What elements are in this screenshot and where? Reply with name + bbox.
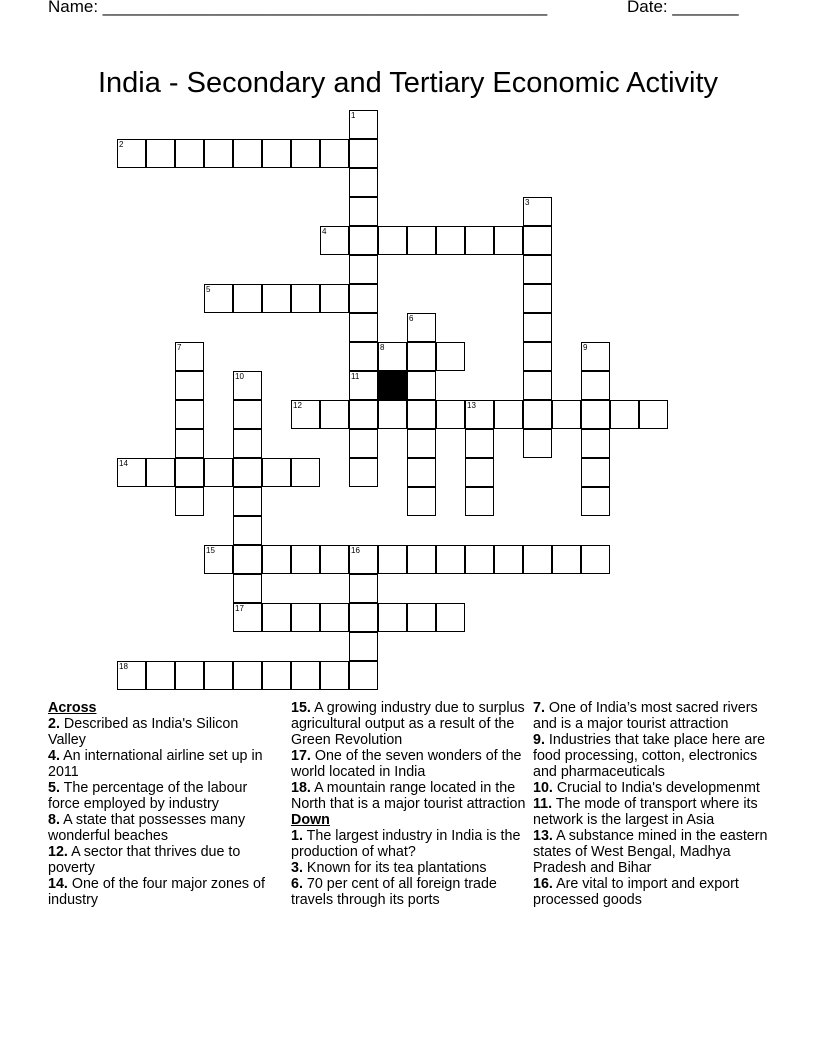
crossword-cell[interactable] xyxy=(262,603,291,632)
crossword-cell[interactable] xyxy=(349,226,378,255)
crossword-black-cell xyxy=(378,371,407,400)
crossword-cell[interactable] xyxy=(320,139,349,168)
crossword-cell[interactable] xyxy=(523,313,552,342)
crossword-cell[interactable] xyxy=(204,139,233,168)
crossword-cell[interactable] xyxy=(610,400,639,429)
crossword-cell[interactable] xyxy=(117,139,146,168)
crossword-cell[interactable] xyxy=(552,400,581,429)
clue-across-8: 8. A state that possesses many wonderful beaches xyxy=(48,812,246,844)
cell-number: 7 xyxy=(177,343,182,352)
crossword-cell[interactable] xyxy=(465,458,494,487)
cell-number: 14 xyxy=(119,459,128,468)
crossword-cell[interactable] xyxy=(262,661,291,690)
clue-across-18: 18. A mountain range located in the North that is a major tourist attraction xyxy=(291,780,526,812)
crossword-cell[interactable] xyxy=(262,284,291,313)
crossword-cell[interactable] xyxy=(523,197,552,226)
clue-across-14: 14. One of the four major zones of industry xyxy=(48,876,265,908)
crossword-cell[interactable] xyxy=(233,574,262,603)
clue-across-5: 5. The percentage of the labour force employed by industry xyxy=(48,780,248,812)
clue-across-12: 12. A sector that thrives due to poverty xyxy=(48,844,241,876)
date-field-line: Date: _______ xyxy=(627,0,739,16)
crossword-cell[interactable] xyxy=(436,342,465,371)
crossword-cell[interactable] xyxy=(436,603,465,632)
clue-down-11: 11. The mode of transport where its network is the largest in Asia xyxy=(533,796,758,828)
crossword-cell[interactable] xyxy=(349,574,378,603)
crossword-cell[interactable] xyxy=(436,226,465,255)
crossword-cell[interactable] xyxy=(436,545,465,574)
crossword-cell[interactable] xyxy=(117,458,146,487)
crossword-cell[interactable] xyxy=(233,487,262,516)
crossword-cell[interactable] xyxy=(639,400,668,429)
crossword-cell[interactable] xyxy=(407,226,436,255)
crossword-cell[interactable] xyxy=(291,545,320,574)
crossword-cell[interactable] xyxy=(581,545,610,574)
clue-down-3: 3. Known for its tea plantations xyxy=(291,860,487,876)
crossword-cell[interactable] xyxy=(146,661,175,690)
crossword-cell[interactable] xyxy=(349,632,378,661)
crossword-cell[interactable] xyxy=(378,545,407,574)
crossword-cell[interactable] xyxy=(175,342,204,371)
cell-number: 3 xyxy=(525,198,530,207)
crossword-cell[interactable] xyxy=(175,487,204,516)
crossword-cell[interactable] xyxy=(552,545,581,574)
crossword-cell[interactable] xyxy=(291,603,320,632)
crossword-cell[interactable] xyxy=(291,400,320,429)
cell-number: 9 xyxy=(583,343,588,352)
clue-down-1: 1. The largest industry in India is the production of what? xyxy=(291,828,521,860)
crossword-cell[interactable] xyxy=(407,371,436,400)
crossword-cell[interactable] xyxy=(349,400,378,429)
crossword-cell[interactable] xyxy=(436,400,465,429)
crossword-cell[interactable] xyxy=(407,313,436,342)
crossword-cell[interactable] xyxy=(291,139,320,168)
crossword-cell[interactable] xyxy=(465,487,494,516)
crossword-cell[interactable] xyxy=(233,661,262,690)
crossword-cell[interactable] xyxy=(320,400,349,429)
crossword-cell[interactable] xyxy=(175,429,204,458)
crossword-cell[interactable] xyxy=(523,371,552,400)
cell-number: 1 xyxy=(351,111,356,120)
cell-number: 17 xyxy=(235,604,244,613)
crossword-cell[interactable] xyxy=(175,139,204,168)
clues-column-1 xyxy=(48,700,278,908)
crossword-cell[interactable] xyxy=(378,226,407,255)
crossword-cell[interactable] xyxy=(320,226,349,255)
crossword-cell[interactable] xyxy=(407,458,436,487)
crossword-cell[interactable] xyxy=(233,458,262,487)
cell-number: 4 xyxy=(322,227,327,236)
crossword-cell[interactable] xyxy=(175,400,204,429)
crossword-cell[interactable] xyxy=(407,400,436,429)
crossword-cell[interactable] xyxy=(349,197,378,226)
crossword-cell[interactable] xyxy=(581,342,610,371)
clue-down-16: 16. Are vital to import and export processed goods xyxy=(533,876,739,908)
crossword-cell[interactable] xyxy=(349,545,378,574)
crossword-cell[interactable] xyxy=(407,487,436,516)
crossword-cell[interactable] xyxy=(581,487,610,516)
crossword-cell[interactable] xyxy=(349,429,378,458)
clue-down-10: 10. Crucial to India's developmenmt xyxy=(533,780,760,796)
crossword-cell[interactable] xyxy=(407,342,436,371)
crossword-cell[interactable] xyxy=(233,284,262,313)
cell-number: 8 xyxy=(380,343,385,352)
crossword-cell[interactable] xyxy=(262,458,291,487)
crossword-cell[interactable] xyxy=(349,603,378,632)
crossword-cell[interactable] xyxy=(320,284,349,313)
cell-number: 13 xyxy=(467,401,476,410)
across-heading: Across xyxy=(48,700,97,716)
crossword-cell[interactable] xyxy=(233,400,262,429)
crossword-cell[interactable] xyxy=(494,226,523,255)
crossword-cell[interactable] xyxy=(320,661,349,690)
cell-number: 12 xyxy=(293,401,302,410)
crossword-cell[interactable] xyxy=(291,661,320,690)
clue-down-7: 7. One of India’s most sacred rivers and is a major tourist attraction xyxy=(533,700,758,732)
crossword-cell[interactable] xyxy=(523,342,552,371)
crossword-cell[interactable] xyxy=(262,545,291,574)
crossword-cell[interactable] xyxy=(465,429,494,458)
clue-down-6: 6. 70 per cent of all foreign trade travels through its ports xyxy=(291,876,497,908)
crossword-cell[interactable] xyxy=(204,545,233,574)
clue-across-4: 4. An international airline set up in 2011 xyxy=(48,748,263,780)
crossword-cell[interactable] xyxy=(233,371,262,400)
crossword-cell[interactable] xyxy=(349,284,378,313)
clue-down-13: 13. A substance mined in the eastern states of West Bengal, Madhya Pradesh and Bihar xyxy=(533,828,768,876)
crossword-cell[interactable] xyxy=(349,110,378,139)
crossword-cell[interactable] xyxy=(233,545,262,574)
crossword-cell[interactable] xyxy=(349,371,378,400)
crossword-cell[interactable] xyxy=(291,284,320,313)
crossword-cell[interactable] xyxy=(320,545,349,574)
crossword-cell[interactable] xyxy=(175,371,204,400)
crossword-cell[interactable] xyxy=(523,545,552,574)
clue-down-9: 9. Industries that take place here are food processing, cotton, electronics and pharmaceuticals xyxy=(533,732,766,780)
crossword-cell[interactable] xyxy=(523,226,552,255)
crossword-cell[interactable] xyxy=(320,603,349,632)
crossword-cell[interactable] xyxy=(465,400,494,429)
crossword-cell[interactable] xyxy=(349,458,378,487)
crossword-cell[interactable] xyxy=(175,458,204,487)
crossword-cell[interactable] xyxy=(291,458,320,487)
crossword-cell[interactable] xyxy=(233,603,262,632)
crossword-cell[interactable] xyxy=(378,603,407,632)
crossword-cell[interactable] xyxy=(204,284,233,313)
crossword-cell[interactable] xyxy=(349,139,378,168)
clues-column-3 xyxy=(533,700,771,908)
crossword-cell[interactable] xyxy=(204,661,233,690)
crossword-cell[interactable] xyxy=(175,661,204,690)
crossword-cell[interactable] xyxy=(204,458,233,487)
crossword-cell[interactable] xyxy=(523,284,552,313)
crossword-cell[interactable] xyxy=(233,139,262,168)
crossword-cell[interactable] xyxy=(233,429,262,458)
crossword-cell[interactable] xyxy=(378,400,407,429)
crossword-cell[interactable] xyxy=(262,139,291,168)
crossword-cell[interactable] xyxy=(146,139,175,168)
cell-number: 10 xyxy=(235,372,244,381)
crossword-cell[interactable] xyxy=(407,603,436,632)
clues-column-2 xyxy=(291,700,527,908)
cell-number: 16 xyxy=(351,546,360,555)
crossword-cell[interactable] xyxy=(581,400,610,429)
crossword-cell[interactable] xyxy=(581,458,610,487)
cell-number: 2 xyxy=(119,140,124,149)
crossword-cell[interactable] xyxy=(581,429,610,458)
crossword-cell[interactable] xyxy=(494,545,523,574)
cell-number: 6 xyxy=(409,314,414,323)
crossword-cell[interactable] xyxy=(465,545,494,574)
crossword-cell[interactable] xyxy=(407,545,436,574)
crossword-cell[interactable] xyxy=(349,168,378,197)
crossword-cell[interactable] xyxy=(349,255,378,284)
page-title: India - Secondary and Tertiary Economic Activity xyxy=(97,67,719,100)
crossword-cell[interactable] xyxy=(581,371,610,400)
cell-number: 15 xyxy=(206,546,215,555)
crossword-cell[interactable] xyxy=(523,400,552,429)
crossword-cell[interactable] xyxy=(465,226,494,255)
crossword-cell[interactable] xyxy=(233,516,262,545)
clue-across-2: 2. Described as India's Silicon Valley xyxy=(48,716,239,748)
crossword-cell[interactable] xyxy=(494,400,523,429)
down-heading: Down xyxy=(291,812,330,828)
crossword-cell[interactable] xyxy=(117,661,146,690)
crossword-cell[interactable] xyxy=(523,429,552,458)
crossword-cell[interactable] xyxy=(349,313,378,342)
crossword-cell[interactable] xyxy=(378,342,407,371)
crossword-cell[interactable] xyxy=(349,661,378,690)
cell-number: 5 xyxy=(206,285,211,294)
crossword-cell[interactable] xyxy=(146,458,175,487)
cell-number: 11 xyxy=(351,372,360,381)
clue-across-17: 17. One of the seven wonders of the world located in India xyxy=(291,748,522,780)
name-field-line: Name: _______________________________________________ xyxy=(48,0,548,16)
crossword-cell[interactable] xyxy=(407,429,436,458)
crossword-cell[interactable] xyxy=(523,255,552,284)
cell-number: 18 xyxy=(119,662,128,671)
crossword-cell[interactable] xyxy=(349,342,378,371)
clue-across-15: 15. A growing industry due to surplus agricultural output as a result of the Green Revolution xyxy=(291,700,525,748)
